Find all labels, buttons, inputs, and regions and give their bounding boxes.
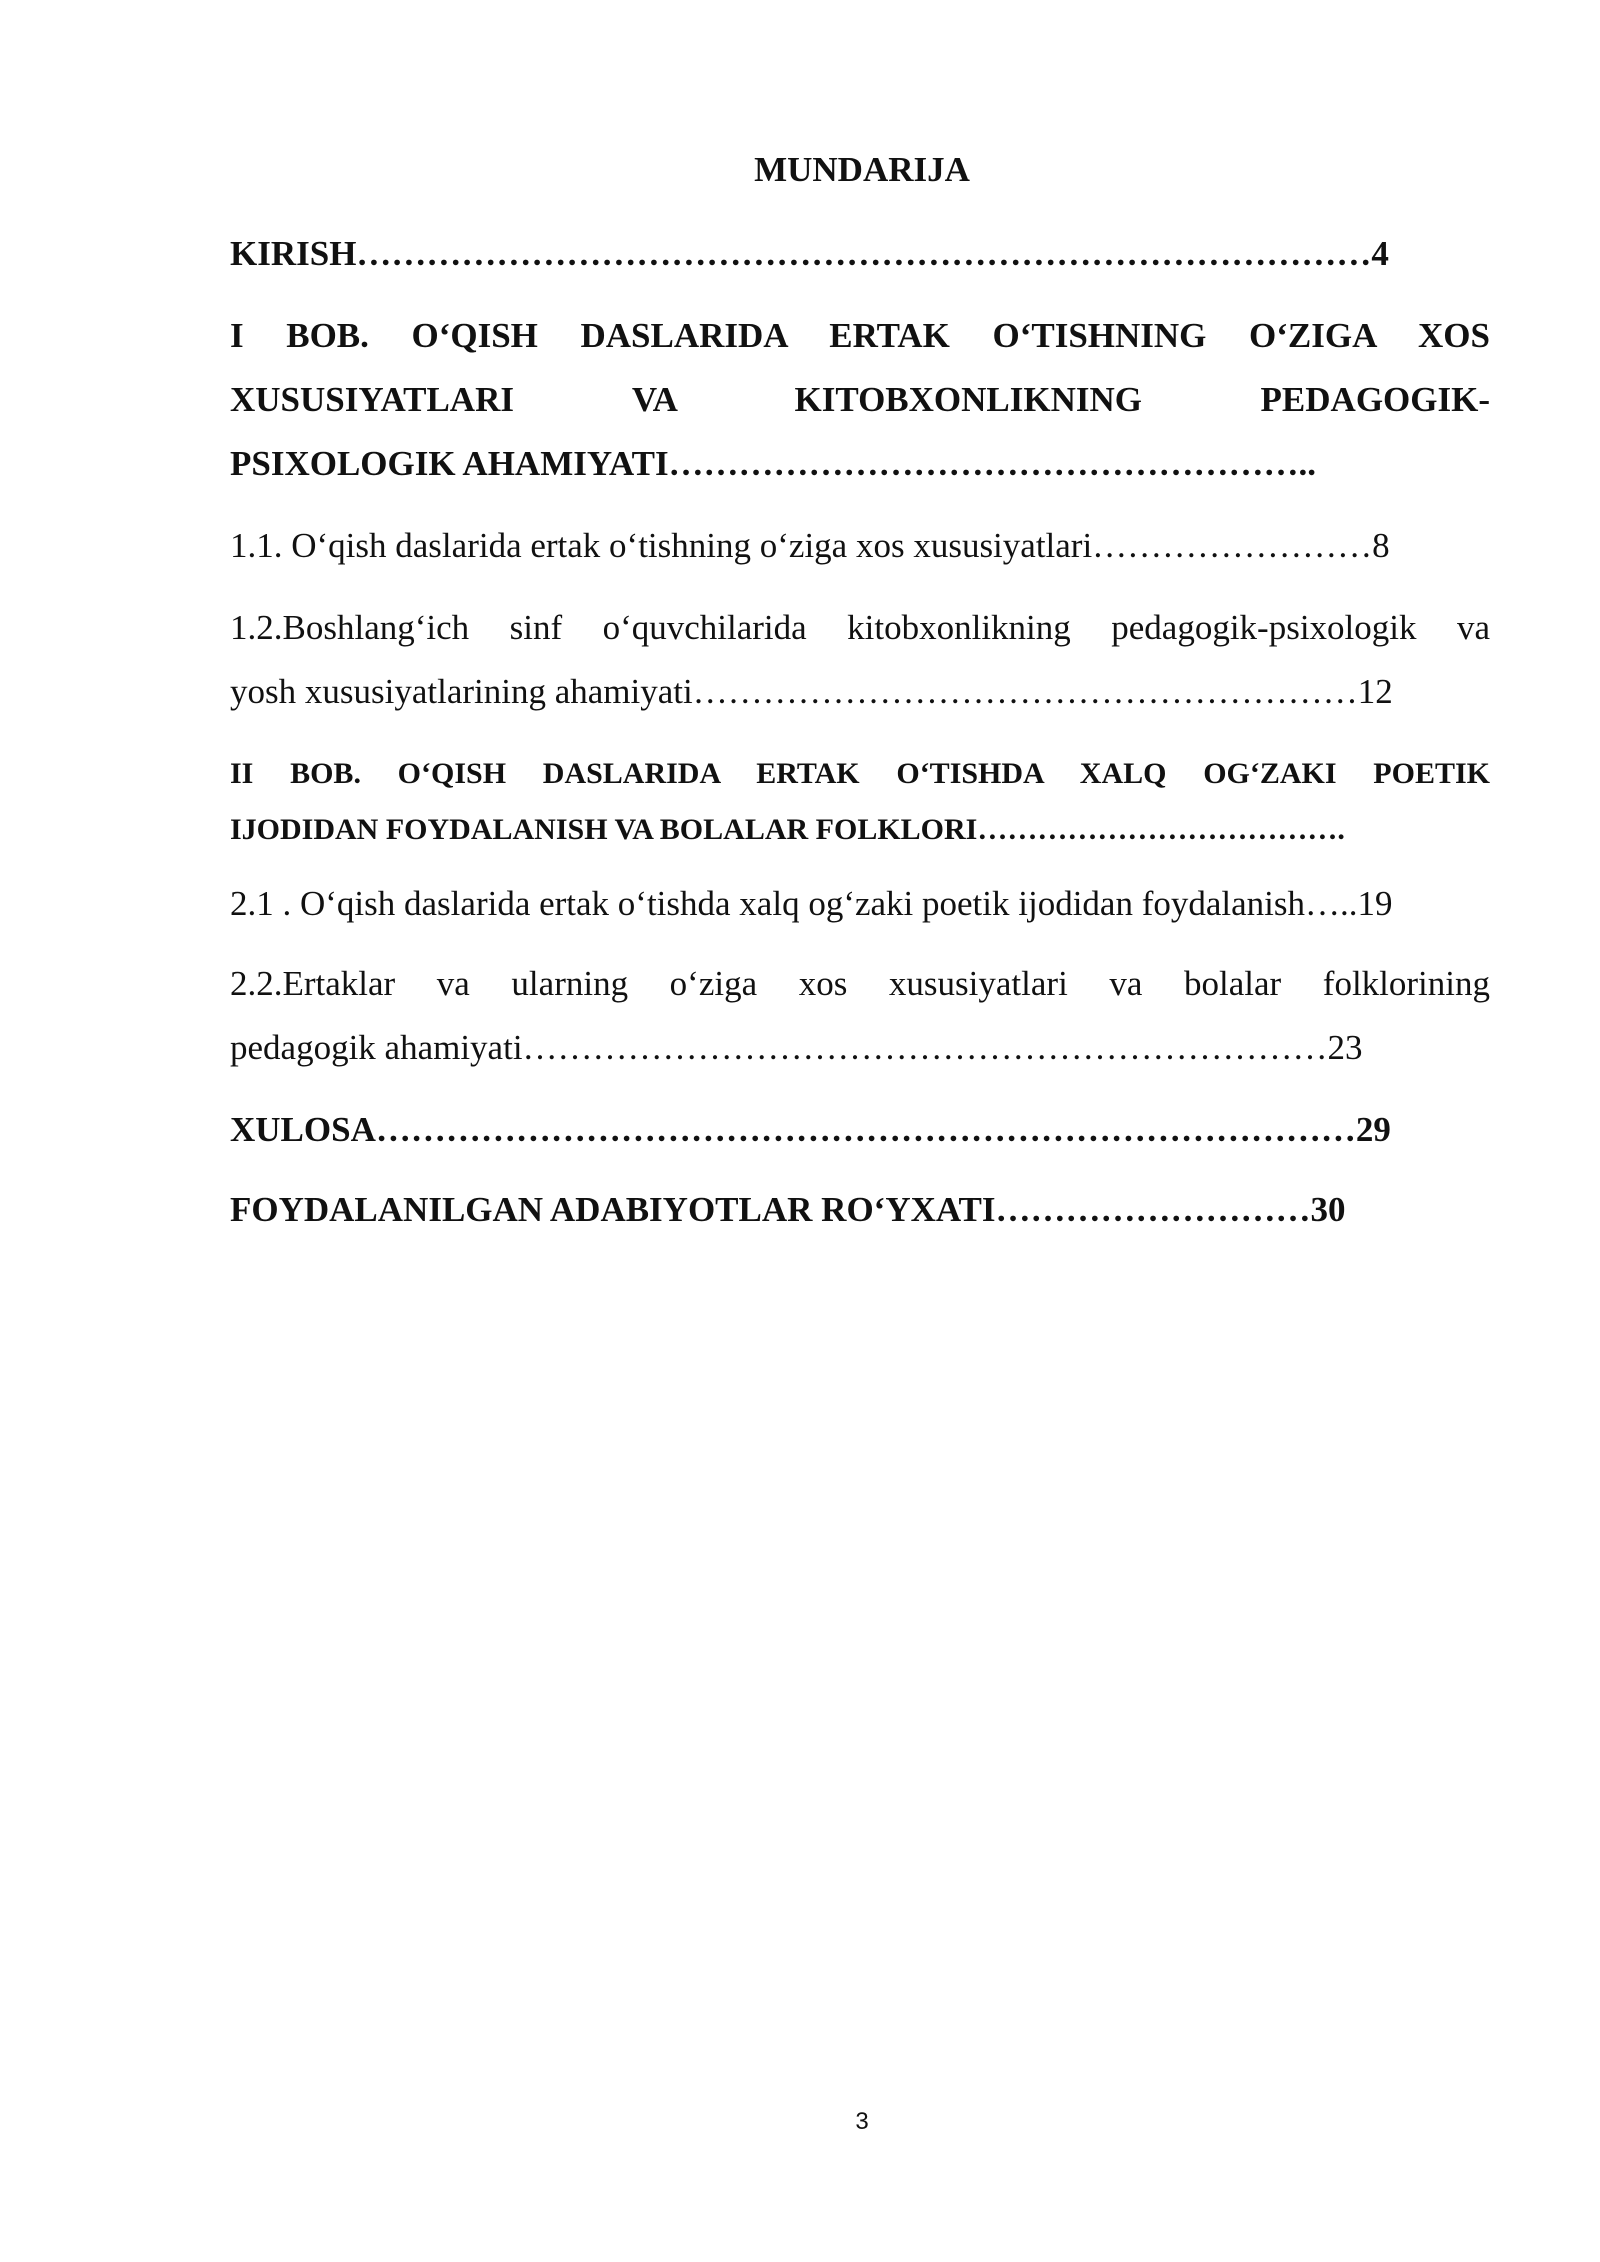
toc-entry-2-2-line-2: pedagogik ahamiyati……………………………………………………………23 xyxy=(230,1028,1363,1067)
toc-entry-xulosa-text: XULOSA…………………………………………………………………………29 xyxy=(230,1110,1391,1149)
toc-entry-1-2-line-2: yosh xususiyatlarining ahamiyati…………………………………………………12 xyxy=(230,672,1393,711)
toc-entry-xulosa xyxy=(230,1110,1490,1150)
toc-entry-adabiyotlar xyxy=(230,1190,1490,1230)
toc-entry-chapter-2 xyxy=(230,756,1490,848)
toc-chapter-1-line-1: I BOB. O‘QISH DASLARIDA ERTAK O‘TISHNING O‘ZIGA XOS xyxy=(230,316,1490,355)
toc-entry-2-1-text: 2.1 . O‘qish daslarida ertak o‘tishda xalq og‘zaki poetik ijodidan foydalanish…..19 xyxy=(230,884,1393,923)
page-number: 3 xyxy=(855,2108,869,2135)
toc-entry-2-2-line-1: 2.2.Ertaklar va ularning o‘ziga xos xususiyatlari va bolalar folklorining xyxy=(230,964,1490,1003)
toc-entry-kirish-text: KIRISH……………………………………………………………………………4 xyxy=(230,234,1389,273)
toc-entry-chapter-1 xyxy=(230,316,1490,484)
toc-entry-1-1-text: 1.1. O‘qish daslarida ertak o‘tishning o‘ziga xos xususiyatlari……………………8 xyxy=(230,526,1390,565)
toc-chapter-2-line-2: IJODIDAN FOYDALANISH VA BOLALAR FOLKLORI………………………………. xyxy=(230,813,1345,846)
toc-entry-2-1 xyxy=(230,884,1490,924)
toc-chapter-2-line-1: II BOB. O‘QISH DASLARIDA ERTAK O‘TISHDA XALQ OG‘ZAKI POETIK xyxy=(230,757,1490,790)
toc-chapter-1-line-3: PSIXOLOGIK AHAMIYATI……………………………………………….. xyxy=(230,444,1317,483)
toc-entry-adabiyotlar-text: FOYDALANILGAN ADABIYOTLAR RO‘YXATI………………………30 xyxy=(230,1190,1346,1229)
toc-entry-kirish xyxy=(230,234,1490,274)
toc-chapter-1-line-2: XUSUSIYATLARI VA KITOBXONLIKNING PEDAGOGIK- xyxy=(230,380,1490,419)
toc-entry-1-1 xyxy=(230,526,1490,566)
toc-entry-2-2 xyxy=(230,964,1490,1068)
toc-entry-1-2-line-1: 1.2.Boshlang‘ich sinf o‘quvchilarida kitobxonlikning pedagogik-psixologik va xyxy=(230,608,1490,647)
page-title: MUNDARIJA xyxy=(754,150,970,189)
toc-entry-1-2 xyxy=(230,608,1490,712)
